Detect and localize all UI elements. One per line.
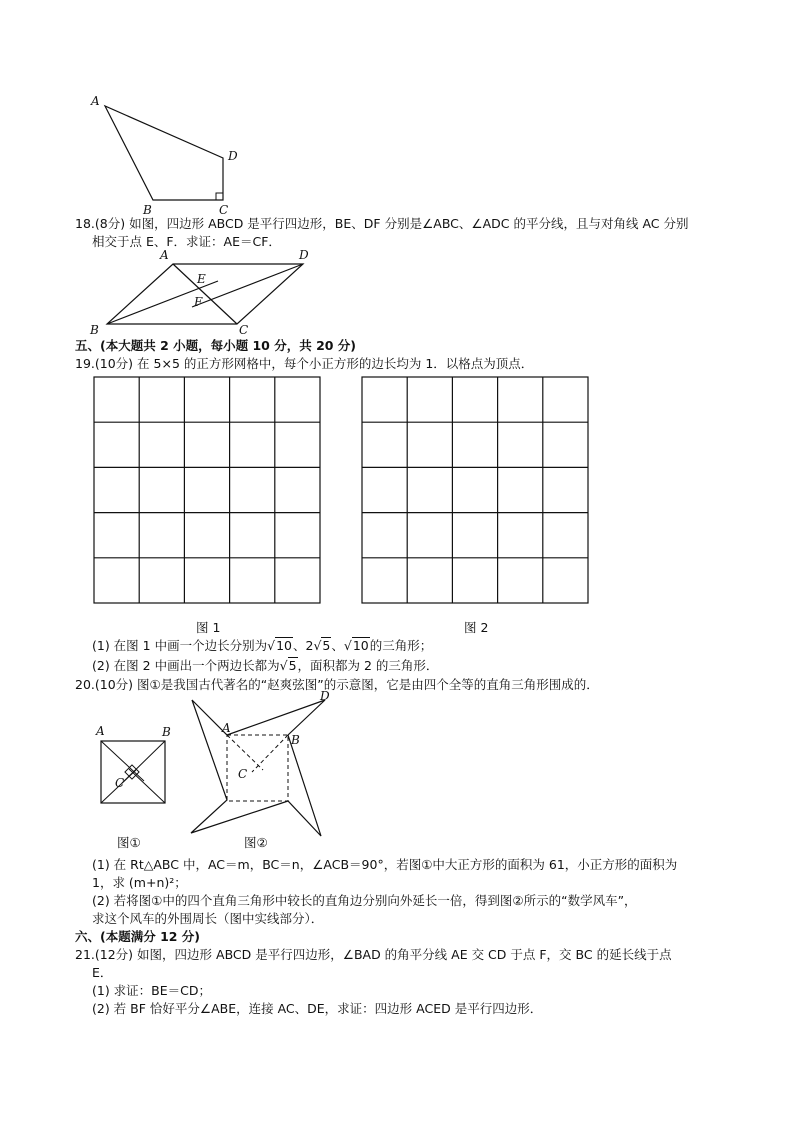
section6-title: 六、(本题满分 12 分)	[75, 929, 201, 944]
q19-line1: 19.(10分) 在 5×5 的正方形网格中，每个小正方形的边长均为 1．以格点为顶点．	[75, 356, 534, 371]
q20-part2-line2: 求这个风车的外围周长（图中实线部分）．	[92, 911, 324, 926]
q20-part1-line1: (1) 在 Rt△ABC 中，AC＝m，BC＝n，∠ACB＝90°，若图①中大正方形的面积为 61，小正方形的面积为	[92, 857, 678, 872]
sqrt-5-b: √5	[279, 658, 297, 673]
label-c: C	[238, 767, 248, 781]
label-f: F	[194, 295, 203, 309]
sqrt-10-a: √10	[267, 638, 292, 653]
parallelogram-figure	[88, 248, 328, 338]
label-c: C	[115, 776, 125, 790]
label-a: A	[160, 248, 169, 262]
caption-fig1: 图 1	[196, 620, 221, 635]
q18-text-1: 如图，四边形 ABCD 是平行四边形，BE、DF 分别是∠ABC、∠ADC 的平分线，且与对角线 AC 分别	[129, 216, 689, 231]
label-b: B	[291, 733, 300, 747]
q20-part1-line2: 1，求 (m+n)²；	[92, 875, 187, 890]
q18-line1: 18.(8分) 如图，四边形 ABCD 是平行四边形，BE、DF 分别是∠ABC、∠ADC 的平分线，且与对角线 AC 分别	[75, 216, 689, 231]
caption-fig2: 图 2	[464, 620, 489, 635]
label-a: A	[91, 94, 100, 108]
q19-part2: (2) 在图 2 中画出一个两边长都为√5，面积都为 2 的三角形．	[92, 658, 439, 673]
q20-text: 图①是我国古代著名的“赵爽弦图”的示意图，它是由四个全等的直角三角形围成的．	[137, 677, 599, 692]
grid-1	[94, 377, 324, 607]
label-c: C	[239, 323, 249, 337]
label-b: B	[143, 203, 152, 217]
sqrt-10-b: √10	[343, 638, 369, 653]
label-d: D	[299, 248, 309, 262]
section5-title: 五、(本大题共 2 小题，每小题 10 分，共 20 分)	[75, 338, 357, 353]
label-c: C	[219, 203, 229, 217]
q18-line2: 相交于点 E、F．求证：AE＝CF．	[92, 234, 281, 249]
label-a: A	[222, 721, 231, 735]
label-d: D	[320, 689, 330, 703]
zhao-shuang-figure-1	[94, 722, 184, 822]
label-d: D	[228, 149, 238, 163]
label-e: E	[197, 272, 206, 286]
q21-line1: 21.(12分) 如图，四边形 ABCD 是平行四边形，∠BAD 的角平分线 AE 交 CD 于点 F，交 BC 的延长线于点	[75, 947, 672, 962]
label-a: A	[96, 724, 105, 738]
label-b: B	[162, 725, 171, 739]
q21-line2: E．	[92, 965, 113, 980]
math-windmill-figure	[184, 689, 359, 842]
quadrilateral-figure	[85, 92, 245, 217]
q19-text: 在 5×5 的正方形网格中，每个小正方形的边长均为 1．以格点为顶点．	[137, 356, 534, 371]
label-b: B	[90, 323, 99, 337]
q20-part2-line1: (2) 若将图①中的四个直角三角形中较长的直角边分别向外延长一倍，得到图②所示的“数学风车”，	[92, 893, 637, 908]
q20-line1: 20.(10分) 图①是我国古代著名的“赵爽弦图”的示意图，它是由四个全等的直角三角形围成的．	[75, 677, 599, 692]
q21-text-1: 如图，四边形 ABCD 是平行四边形，∠BAD 的角平分线 AE 交 CD 于点 F，交 BC 的延长线于点	[137, 947, 672, 962]
q21-part2: (2) 若 BF 恰好平分∠ABE，连接 AC、DE，求证：四边形 ACED 是平行四边形．	[92, 1001, 543, 1016]
q19-part1: (1) 在图 1 中画一个边长分别为√10、2√5、√10的三角形；	[92, 638, 433, 653]
grid-2	[362, 377, 592, 607]
caption-fig-1: 图①	[117, 835, 141, 850]
q21-part1: (1) 求证：BE＝CD；	[92, 983, 212, 998]
sqrt-5: √5	[313, 638, 331, 653]
caption-fig-2: 图②	[244, 835, 268, 850]
